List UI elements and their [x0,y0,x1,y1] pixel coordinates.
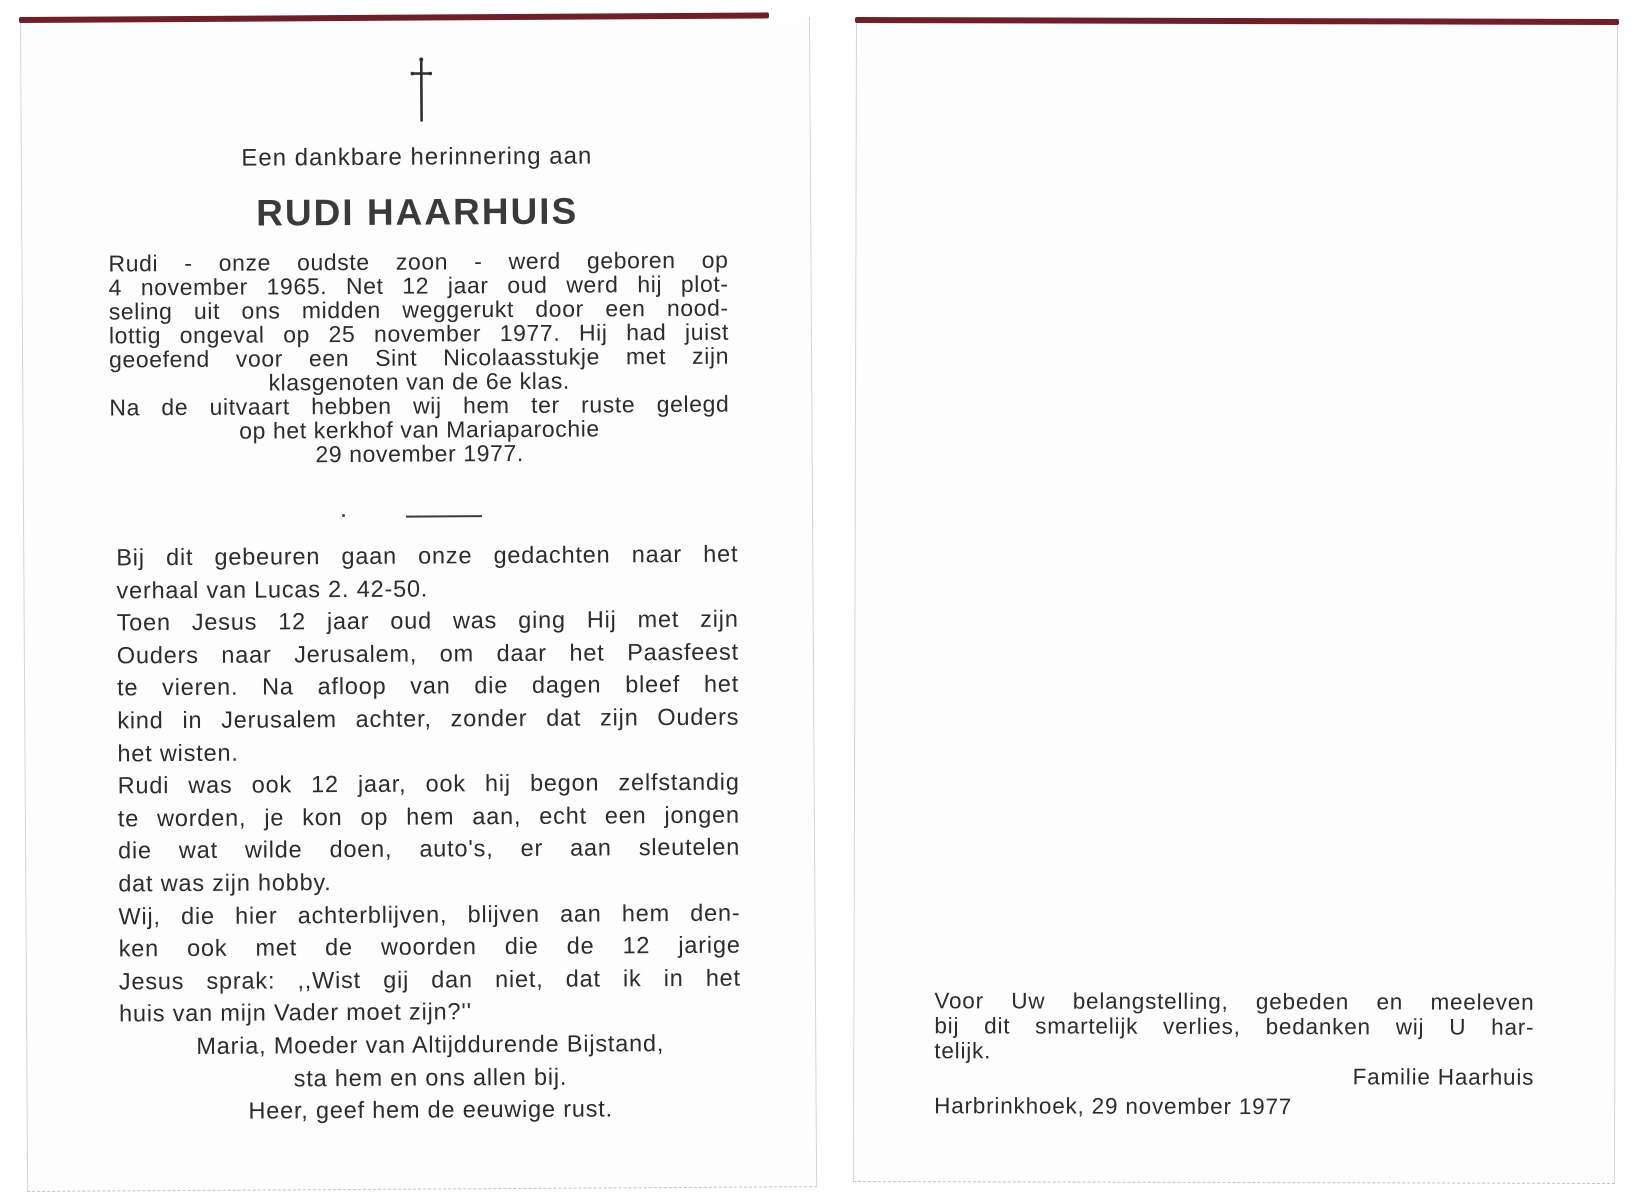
ink-speck [342,514,345,517]
story-line: huis van mijn Vader moet zijn?'' [118,998,472,1027]
story-line: Rudi was ook 12 jaar, ook hij begon zelfstandig [117,768,740,799]
story-line: Jesus sprak: ,,Wist gij dan niet, dat ik in het [118,964,741,995]
thanks-block [934,988,1534,1120]
thanks-line: Voor Uw belangstelling, gebeden en meeleven [934,988,1535,1015]
bio-line: geoefend voor een Sint Nicolaasstukje met zijn [108,342,730,373]
front-card-top-edge [19,12,769,23]
bio-line: Na de uitvaart hebben wij hem ter ruste gelegd [109,390,730,421]
story-line: ken ook met de woorden die de 12 jarige [118,931,741,962]
story-block [116,538,742,1128]
story-line: Maria, Moeder van Altijddurende Bijstand, [196,1029,665,1059]
thanks-line: telijk. [934,1038,992,1064]
cross-icon [406,55,436,125]
place-and-date: Harbrinkhoek, 29 november 1977 [934,1093,1293,1120]
back-card-top-edge [855,17,1619,25]
bio-line: klasgenoten van de 6e klas. [268,367,570,396]
story-line: Bij dit gebeuren gaan onze gedachten naar het [116,540,739,571]
back-card [853,22,1618,1184]
bio-line: lottig ongeval op 25 november 1977. Hij had juist [108,318,729,349]
intro-text: Een dankbare herinnering aan [241,142,593,172]
story-line: Wij, die hier achterblijven, blijven aan hem den- [118,899,741,929]
story-line: Heer, geef hem de eeuwige rust. [248,1095,613,1124]
deceased-name: RUDI HAARHUIS [256,190,579,234]
front-card [20,17,817,1192]
bio-line: 29 november 1977. [315,439,524,468]
story-line: het wisten. [117,739,239,766]
story-line: dat was zijn hobby. [118,869,332,897]
story-line: Toen Jesus 12 jaar oud was ging Hij met zijn [116,605,739,636]
biography-block [108,248,729,468]
story-line: kind in Jerusalem achter, zonder dat zijn Ouders [117,703,740,734]
bio-line: op het kerkhof van Mariaparochie [239,415,600,444]
story-line: Ouders naar Jerusalem, om daar het Paasfeest [116,638,739,669]
bio-line: seling uit ons midden weggerukt door een nood- [108,294,729,325]
family-signature: Familie Haarhuis [1352,1064,1535,1090]
section-divider [406,515,482,517]
bio-line: 4 november 1965. Net 12 jaar oud werd hij plot- [108,270,729,301]
story-line: te worden, je kon op hem aan, echt een jongen [117,801,740,832]
story-line: te vieren. Na afloop van die dagen bleef het [116,670,740,701]
story-line: die wat wilde doen, auto's, er aan sleutelen [117,833,741,864]
story-line: verhaal van Lucas 2. 42-50. [116,575,429,604]
thanks-line: bij dit smartelijk verlies, bedanken wij U har- [934,1013,1535,1040]
bio-line: Rudi - onze oudste zoon - werd geboren op [108,246,729,277]
story-line: sta hem en ons allen bij. [293,1063,568,1091]
